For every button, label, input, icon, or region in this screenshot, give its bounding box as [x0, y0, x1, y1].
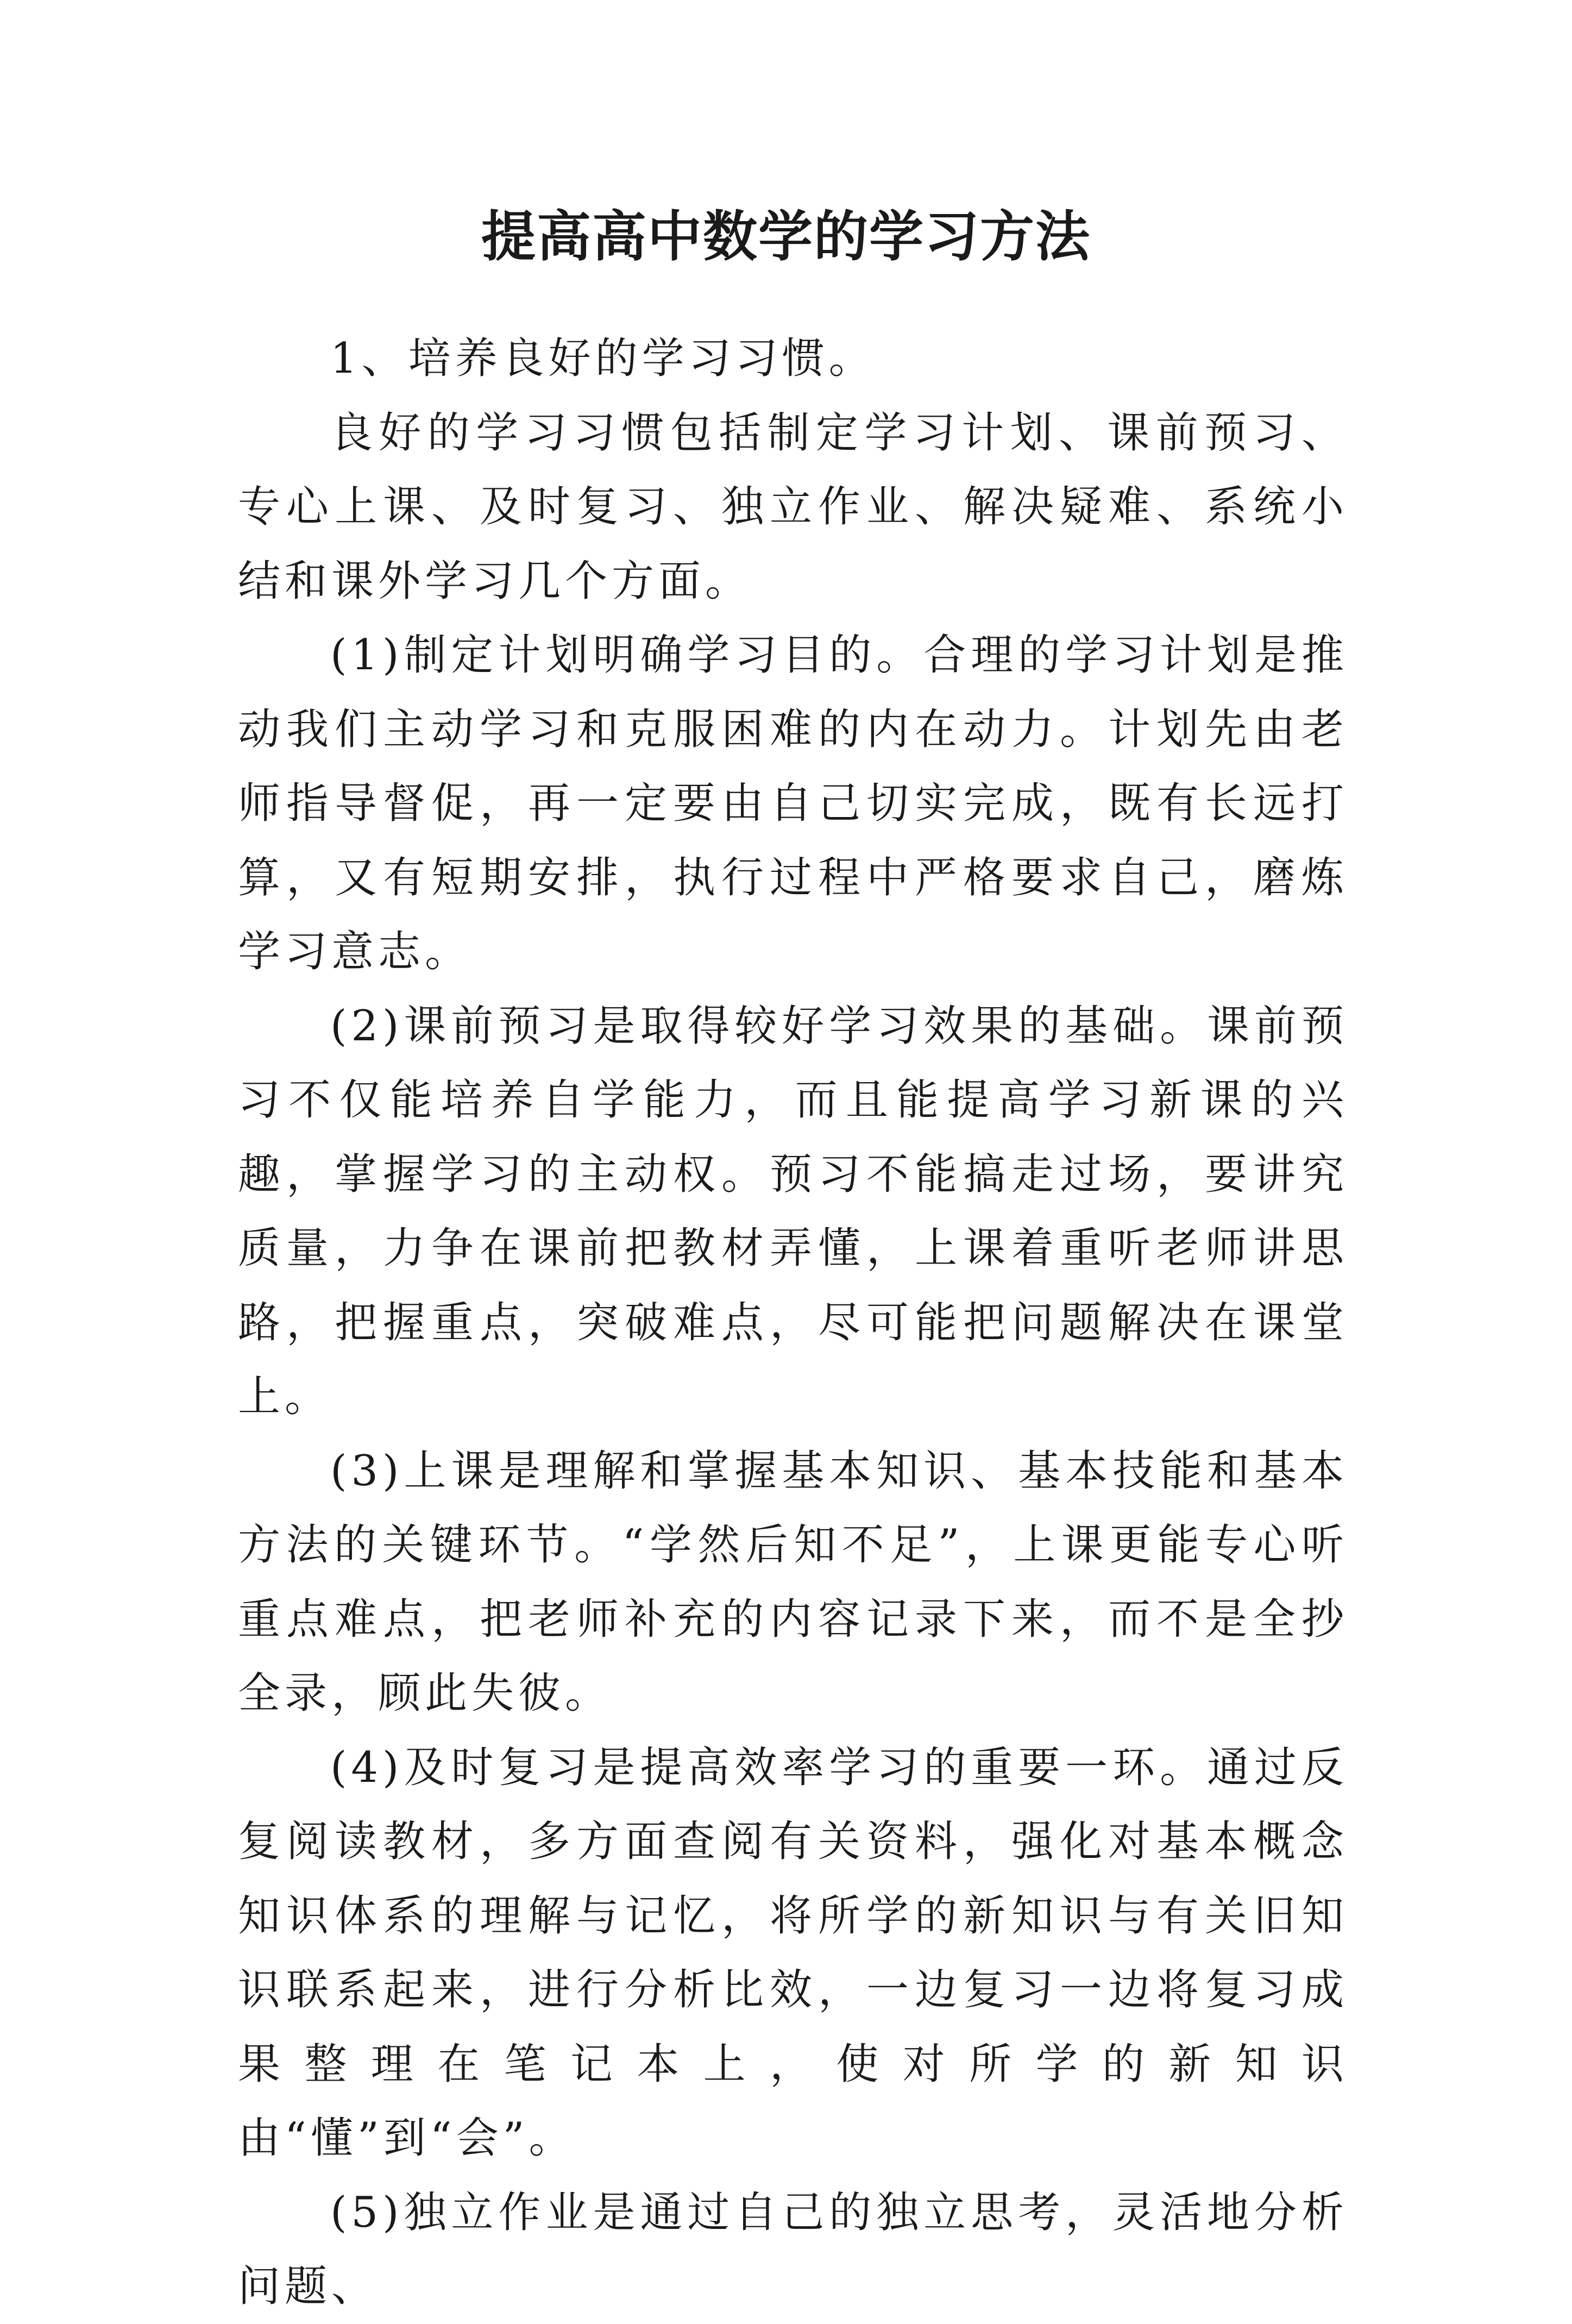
- document-body: [238, 322, 1348, 2324]
- document-title: 提高高中数学的学习方法: [481, 204, 1091, 268]
- paragraph: (4)及时复习是提高效率学习的重要一环。通过反复阅读教材，多方面查阅有关资料，强化对基本概念知识体系的理解与记忆，将所学的新知识与有关旧知识联系起来，进行分析比效，一边复习一边将复习成果整理在笔记本上，使对所学的新知识由“懂”到“会”。: [238, 1743, 1348, 2163]
- paragraph: 良好的学习习惯包括制定学习计划、课前预习、专心上课、及时复习、独立作业、解决疑难、系统小结和课外学习几个方面。: [238, 408, 1348, 606]
- paragraph: (2)课前预习是取得较好学习效果的基础。课前预习不仅能培养自学能力，而且能提高学习新课的兴趣，掌握学习的主动权。预习不能搞走过场，要讲究质量，力争在课前把教材弄懂，上课着重听老师讲思路，把握重点，突破难点，尽可能把问题解决在课堂上。: [238, 1001, 1348, 1421]
- paragraph: (3)上课是理解和掌握基本知识、基本技能和基本方法的关键环节。“学然后知不足”，上课更能专心听重点难点，把老师补充的内容记录下来，而不是全抄全录，顾此失彼。: [238, 1446, 1348, 1718]
- paragraph: (5)独立作业是通过自己的独立思考，灵活地分析问题、: [238, 2188, 1348, 2311]
- paragraph: (1)制定计划明确学习目的。合理的学习计划是推动我们主动学习和克服困难的内在动力。计划先由老师指导督促，再一定要由自己切实完成，既有长远打算，又有短期安排，执行过程中严格要求自己，磨炼学习意志。: [238, 631, 1348, 976]
- section-heading: 1、培养良好的学习习惯。: [330, 334, 876, 383]
